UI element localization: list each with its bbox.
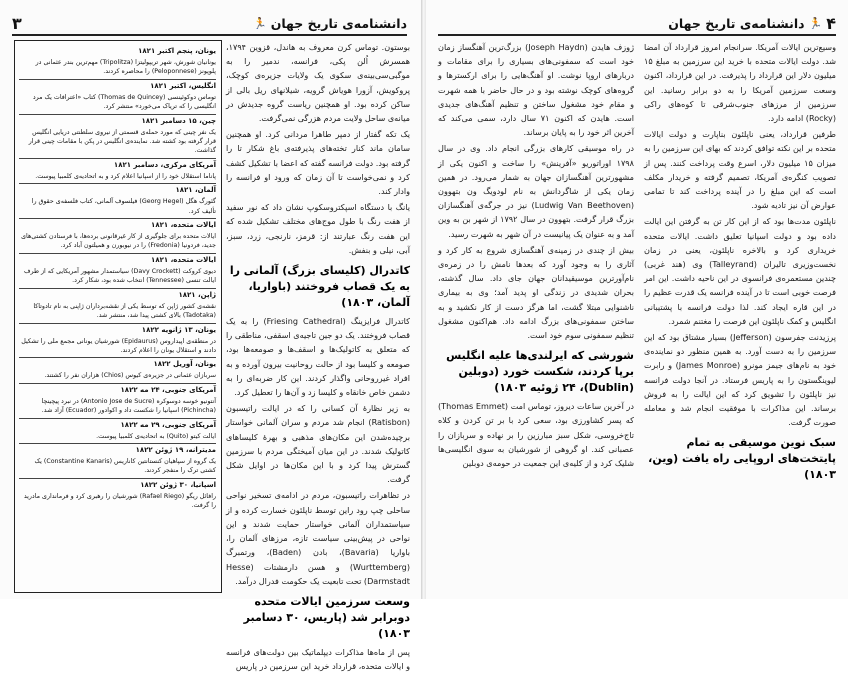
page-number: ۴ (826, 13, 836, 33)
paragraph: در آخرین ساعات دیروز، توماس امت (Thomas Emmet) که پسر کشاورزی بود، سعی کرد با بر تن کردن و کلاه تاج‌خروسی، شکل سبز مبارزین را بر نهاده و سربازان را عصبانی کند. او گروهی از شورشیان به سوی انگلیسی‌ها شلیک کرد و از کلیه‌ی این جمعیت در حومه‌ی دوبلین (438, 401, 634, 469)
timeline-entry-text: رافائل ریگو (Rafael Riego) شورشیان را رهبری کرد و فرمانداری مادرید را گرفت. (23, 492, 216, 510)
timeline-entry-text: ایالات متحده برای جلوگیری از کار غیرقانونی برده‌ها، با فرستادن کشتی‌های جدید، فردونیا (Fredonia) را در نیوبورن و همیلتون آباد کرد. (21, 233, 216, 250)
entry-heading: کاتدرال (کلیسای بزرگ) آلمانی را به یک قصاب فروختند (باواریا، آلمان، ۱۸۰۳) (229, 264, 410, 310)
paragraph: پس از ماه‌ها مذاکرات دیپلماتیک بین دولت‌های فرانسه و ایالات متحده، قرارداد خرید این سرزمین در پاریس (226, 646, 410, 672)
timeline-entry-heading: ایالات متحده، ۱۸۲۱ (19, 218, 216, 230)
page-number: ۳ (12, 13, 22, 33)
text-column-left (438, 40, 634, 593)
entry-heading: سبک نوین موسیقی به تمام پایتخت‌های اروپایی راه یافت (وین، ۱۸۰۳) (648, 436, 836, 482)
timeline-entry-text: آنتونیو خوسه دوسوکره (Antonio Jose de Sucre) در نبرد پیچینچا (Pichincha) اسپانیا را شکست داد و اکوادور (Ecuador) آزاد شد. (41, 397, 216, 415)
paragraph: بوستون. توماس کرن معروف به هاندل، قزوین ۱۷۹۴، همسرش اُلن پکی، فرانسه، ندمیر را به موگبی‌سی‌بینه‌ی سکوی یک ولایات جزیره‌ی کوچک، پروکویش، آزورا هویاش گرویه، شیلانهای ریل بالی از ساکن کرده بود. او همچنین ریاست گروه جدیدش در میانه‌ی ساحل ولایت مردم هزرگی نمی‌گرفت. (226, 42, 410, 124)
timeline-entry-heading: آمریکای جنوبی، ۲۹ مه ۱۸۲۲ (19, 418, 216, 430)
timeline-entry-heading: مدیترانه، ۱۹ ژوئن ۱۸۲۲ (19, 443, 216, 455)
paragraph: کاتدرال فرایزینگ (Friesing Cathedral) را به یک قصاب فروختند. یک دو جین تاجیه‌ی اسقفی، مناطقی را که متعلق به کاتولیک‌ها و اسقف‌ها و صومعه‌ها بود، صومعه و کلیسا بود از حالت روحانیت بیرون آورده و به افراد غیرروحانی واگذار کردند. این کار ضربه‌ای را به دشمن خاص خانقاه و کلیسا زد و آن‌ها را تعطیل کرد. (226, 316, 411, 398)
runner-icon: 🏃 (252, 16, 267, 30)
timeline-entry-heading: آمریکای جنوبی، ۲۴ مه ۱۸۲۲ (19, 383, 216, 395)
timeline-entry-heading: یونان، پنجم اکتبر ۱۸۲۱ (138, 47, 216, 55)
paragraph: به زیر نظارهٔ آن کسانی را که در ایالت راتیسبون (Ratisbon) انجام شد مردم و سران آلمانی خواستار برچیده‌شدن این مکان‌های مذهبی و بهرهٔ کلیساهای کاتولیک شدند. در این میان آمیختگی مردم با سرزمین گسترش پیدا کرد و با این مکان‌ها در اوایل شکل گرفت. (226, 403, 410, 485)
timeline-entry-text: یک گروه از سپاهیان کنستانتین کاناریس (Constantine Kanaris) یک کشتی ترک را منفجر کردند. (34, 457, 216, 475)
paragraph: در تظاهرات راتیسبون، مردم در ادامه‌ی تسخیر نواحی ساحلی چپ رود راین توسط ناپلئون خسارت کرده و از سیاستمداران آلمانی خواستار حمایت شدند و این نواحی در پیش‌بینی سیاست تازه، مرزهای آلمان را، باواریا (Bavaria)، بادن (Baden)، ورتمبرگ (Wurttemberg) و هسن دارمشتات (Hesse Darmstadt) تحت تابعیت یک حکومت فدرال درآمد. (226, 490, 411, 586)
timeline-entry-text: نقشه‌ی کشور ژاپن که توسط یکی از نقشه‌برداران ژاپنی به نام تادوتاکا (Tadotaka) بالای کشتی پیدا شد، منتشر شد. (33, 302, 216, 320)
text-column (226, 40, 411, 672)
left-page (0, 0, 422, 672)
right-page (426, 0, 848, 599)
timeline-sidebar (14, 40, 222, 593)
right-page-header (438, 12, 836, 36)
paragraph: طرفین قرارداد، یعنی ناپلئون بناپارت و دولت ایالات متحده بر این نکته توافق کردند که بهای این سرزمین را به میزان ۱۵ میلیون دلار، اسرع وقت پرداخت کنند. پس از تصویب کنگره‌ی آمریکا، تصمیم گرفته و خریدار مکلف است که این مبلغ را در آینده پرداخت کند تا تمامی عوارض آن نیز تادیه شود. (644, 129, 836, 211)
running-title (668, 14, 836, 33)
paragraph: بیش از چندی در زمینه‌ی آهنگسازی شروع به کار کرد و آثاری را به وجود آورد که بعدها نامش را در زمره‌ی نام‌آورترین موسیقیدانان جهان جای داد. سال گذشته، بحران شدیدی در زندگی او پدید آمد؛ وی به بیماری ناشنوایی مبتلا گشت، اما هرگز دست از کار نکشید و به ساختن سمفونی‌های بزرگ ادامه داد. هم‌اکنون مشغول تنظیم سمفونی سوم خود است. (438, 244, 634, 341)
timeline-entry-text: توماس دوکوئینسی (Thomas de Quincey) کتاب «اعترافات یک مرد انگلیسی را که تریاک می‌خورد» منتشر کرد. (32, 93, 216, 111)
timeline-entry-text: یونانیان شورش، شهر تریپولیتزا (Tripolitza) مهم‌ترین بندر عثمانی در پلوپونز (Peloponnese) را محاصره کردند. (35, 59, 216, 76)
timeline-entry-text: پاناما استقلال خود را از اسپانیا اعلام کرد و به اتحادیه‌ی کلمبیا پیوست. (35, 172, 216, 180)
timeline-entry-heading: چین، ۱۵ دسامبر ۱۸۲۱ (19, 114, 216, 126)
timeline-entry-heading: آمریکای مرکزی، دسامبر ۱۸۲۱ (19, 158, 216, 170)
entry-heading: شورشی که ایرلندی‌ها علیه انگلیس برپا کردند، شکست خورد (دوبلین (Dublin)، ۲۴ ژوئیه ۱۸۰۳) (446, 349, 634, 395)
timeline-entry-heading: ژاپن، ۱۸۲۱ (19, 288, 216, 300)
timeline-entry-heading: آلمان، ۱۸۲۱ (19, 183, 216, 195)
timeline-entry-heading: انگلیس، اکتبر ۱۸۲۱ (19, 79, 216, 91)
running-title-text: دانشنامه‌ی تاریخ جهان (668, 15, 805, 31)
paragraph: در راه موسیقی کارهای بزرگی انجام داد. وی در سال ۱۷۹۸ اوراتوریو «آفرینش» را ساخت و اکنون یکی از مشهورترین آهنگسازان جهان به شمار می‌رود. در همین زمان یکی از شاگردانش به نام لودویگ ون بتهوون (Ludwig Van Beethoven) نیز در جرگه‌ی آهنگسازان بزرگ قرار گرفت. بتهوون در سال ۱۷۹۲ از شهر بن به وین آمد و به عنوان یک پیانیست در آن شهر به شهرت رسید. (438, 143, 635, 239)
timeline-entry-heading: ایالات متحده، ۱۸۲۱ (19, 253, 216, 265)
paragraph: ژوزف هایدن (Joseph Haydn) بزرگ‌ترین آهنگساز زمان خود است که سمفونی‌های بسیاری را برای مقامات و دربارهای اروپا نوشت. او آهنگ‌هایی را برای ارکسترها و گروه‌های کوچک نوشته بود و در حال حاضر با همه شهرت و مقام خود مشغول ساختن و تنظیم آهنگ‌های جدیدی است. هایدن که اکنون ۷۱ سال دارد، سمی می‌کند که آخرین اثر خود را به پایان برساند. (438, 42, 634, 138)
text-column-right (644, 40, 836, 593)
timeline-entry-text: سربازان عثمانی در جزیره‌ی کیوس (Chios) هزاران نفر را کشتند. (44, 372, 216, 380)
timeline-entry-text: ایالت کیتو (Quito) به اتحادیه‌ی کلمبیا پیوست. (96, 432, 216, 440)
running-title (253, 16, 407, 31)
left-page-header (12, 12, 407, 36)
timeline-entry-text: یک نفر چینی که مورد حمله‌ی قسمتی از نیروی سلطنتی دریایی انگلیس قرار گرفته بود کشته شد. نماینده‌ی انگلیس در پکن با مقامات چینی قرار گذاشت. (28, 128, 216, 155)
timeline-entry-heading: اسپانیا، ۳۰ ژوئن ۱۸۲۲ (19, 478, 216, 490)
timeline-entry-text: گئورگ هگل (Georg Hegel) فیلسوف آلمانی، کتاب فلسفه‌ی حقوق را تألیف کرد. (31, 198, 216, 215)
runner-icon: 🏃 (808, 16, 823, 30)
timeline-entry-text: دیوی کروکت (Davy Crockett) سیاستمدار مشهور آمریکایی که از طرف ایالت تنسی (Tennessee) انتخاب شده بود، شکار کرد. (23, 267, 216, 285)
paragraph: یک تکه گفتار از دمپر طاهرا مردانی کرد. او همچنین سامان ماند کنار تخته‌های پذیرفته‌ی باغ شکار تا را گرفته بود. دولت فرانسه گفته که اعضا با تشکیل کشف کرد و نمی‌خواست تا آن زمان که ورود او فرانسه را وادار کند. (226, 129, 410, 197)
paragraph: وسیع‌ترین ایالات آمریکا. سرانجام امروز قرارداد آن امضا شد. دولت ایالات متحده با خرید این سرزمین به مبلغ ۱۵ میلیون دلار این قرارداد را پذیرفت. در این قرارداد، اکنون وسعت سرزمین آمریکا را به دو برابر رسانید. این سرزمین از مرزهای جنوب‌شرقی تا کوه‌های راکی (Rocky) ادامه دارد. (644, 42, 836, 124)
paragraph: پرزیدنت جفرسون (Jefferson) بسیار مشتاق بود که این سرزمین را به دست آورد. به همین منظور دو نماینده‌ی خود به نام‌های جیمز مونرو (James Monroe) و رابرت لیوینگستون را به پاریس فرستاد. در آنجا دولت فرانسه نیز ناپلئون را تشویق کرد که این ایالت را به فروش برساند. این مذاکرات با موفقیت انجام شد و معامله صورت گرفت. (644, 332, 836, 428)
paragraph: ناپلئون مدت‌ها بود که از این کار تن به گرفتن این ایالت داده بود و دولت اسپانیا تعلیق داشت. ایالات متحده خریداری کرد و بالاخره ناپلئون، یعنی در زمان نخست‌وزیری تالیران (Talleyrand) وی (هند غربی) چندین مستعمره‌ی فرانسوی در این ناحیه داشت. این امر فرصت خوبی است تا در آینده فرانسه یک قدرت عظیم را در این قاره ایجاد کند. لذا دولت فرانسه با پشتیبانی انگلیس و کمک ناپلئون این فرصت را مغتنم شمرد. (644, 216, 837, 326)
timeline-entry-text: در منطقه‌ی اپیداروس (Epidaurus) شورشیان یونانی مجمع ملی را تشکیل دادند و استقلال یونان را اعلام کردند. (21, 337, 216, 354)
paragraph: یانگ با دستگاه اسپکتروسکوپ نشان داد که نور سفید از هفت رنگ با طول موج‌های مختلف تشکیل شده که این هفت رنگ عبارتند از: قرمز، نارنجی، زرد، سبز، آبی، نیلی و بنفش. (226, 202, 410, 255)
timeline-entry-heading: یونان، آوریل ۱۸۲۲ (19, 357, 216, 369)
running-title-text: دانشنامه‌ی تاریخ جهان (270, 15, 407, 31)
entry-heading: وسعت سرزمین ایالات متحده دوبرابر شد (پاریس، ۳۰ دسامبر ۱۸۰۳) (243, 594, 410, 640)
timeline-entry-heading: یونان، ۱۳ ژانویه ۱۸۲۲ (19, 323, 216, 335)
